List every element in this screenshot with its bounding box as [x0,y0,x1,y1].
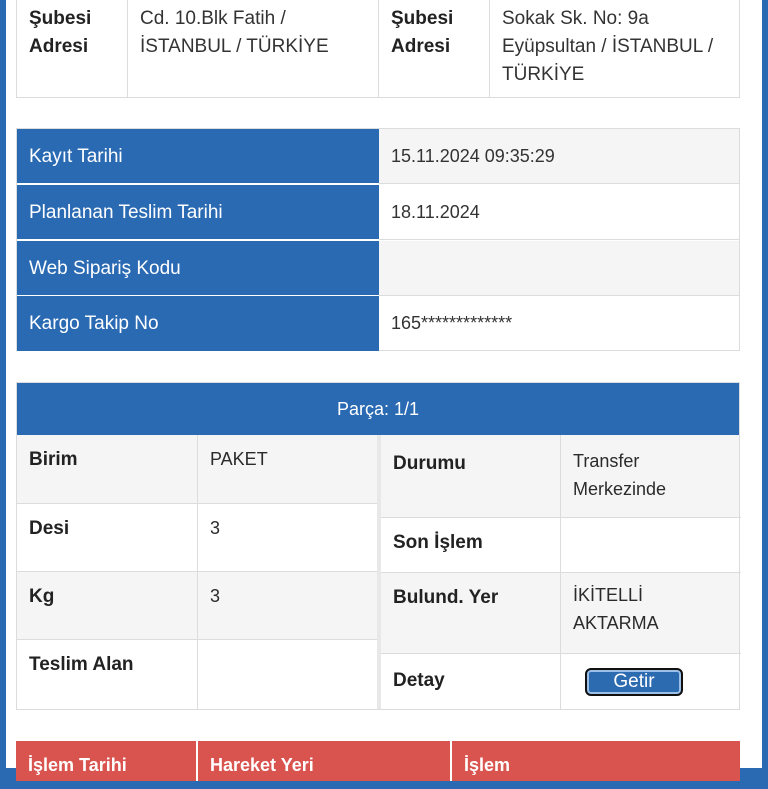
parcel-table [16,382,740,710]
receiver-address-value: Sokak Sk. No: 9a Eyüpsultan / İSTANBUL / TÜRKİYE [502,8,714,85]
grid-divider [17,639,377,640]
grid-divider [381,517,741,518]
detail-getir-button[interactable]: Getir [585,668,683,696]
parcel-value-location: İKİTELLİ AKTARMA [561,573,739,653]
sender-address-value: Cd. 10.Blk Fatih / İSTANBUL / TÜRKİYE [128,0,379,97]
info-value [379,241,739,296]
parcel-label-last-action: Son İşlem [393,532,483,553]
address-table [16,0,740,98]
parcel-value-kg: 3 [198,572,377,639]
grid-divider [17,503,377,504]
parcel-value-desi: 3 [210,518,221,538]
parcel-label-unit: Birim [17,435,197,503]
info-row-web-order-code [17,241,739,296]
info-value: 165************* [391,313,513,333]
history-col-date: İşlem Tarihi [28,755,127,775]
sender-address-label: Şubesi Adresi [17,0,128,97]
parcel-label-receiver: Teslim Alan [29,654,134,675]
shipment-info-table [16,128,740,351]
parcel-value-unit: PAKET [198,435,377,503]
history-col-location: Hareket Yeri [210,755,314,775]
info-label: Web Sipariş Kodu [17,241,379,296]
info-label: Kargo Takip No [17,296,379,351]
grid-divider [197,435,198,709]
history-col-action: İşlem [464,755,511,775]
parcel-label-status: Durumu [381,435,560,517]
parcel-value-status: Transfer Merkezinde [561,435,739,517]
info-row-registration-date [17,129,739,184]
parcel-label-desi: Desi [29,518,70,539]
info-row-tracking-number [17,296,739,351]
parcel-title: Parça: 1/1 [17,383,739,435]
grid-divider [381,572,741,573]
info-value: 18.11.2024 [379,185,739,240]
parcel-label-kg: Kg [17,572,197,639]
parcel-label-location: Bulund. Yer [381,573,560,653]
info-label: Kayıt Tarihi [17,129,379,184]
info-row-planned-delivery [17,185,739,240]
receiver-address-label: Şubesi Adresi [379,0,490,97]
history-table-header [16,741,740,781]
parcel-value-receiver [198,640,377,709]
parcel-value-last-action [561,518,739,572]
grid-divider [381,653,741,654]
parcel-label-detail: Detay [393,670,445,691]
info-value: 15.11.2024 09:35:29 [379,129,739,184]
grid-divider [17,571,377,572]
info-label: Planlanan Teslim Tarihi [17,185,379,240]
